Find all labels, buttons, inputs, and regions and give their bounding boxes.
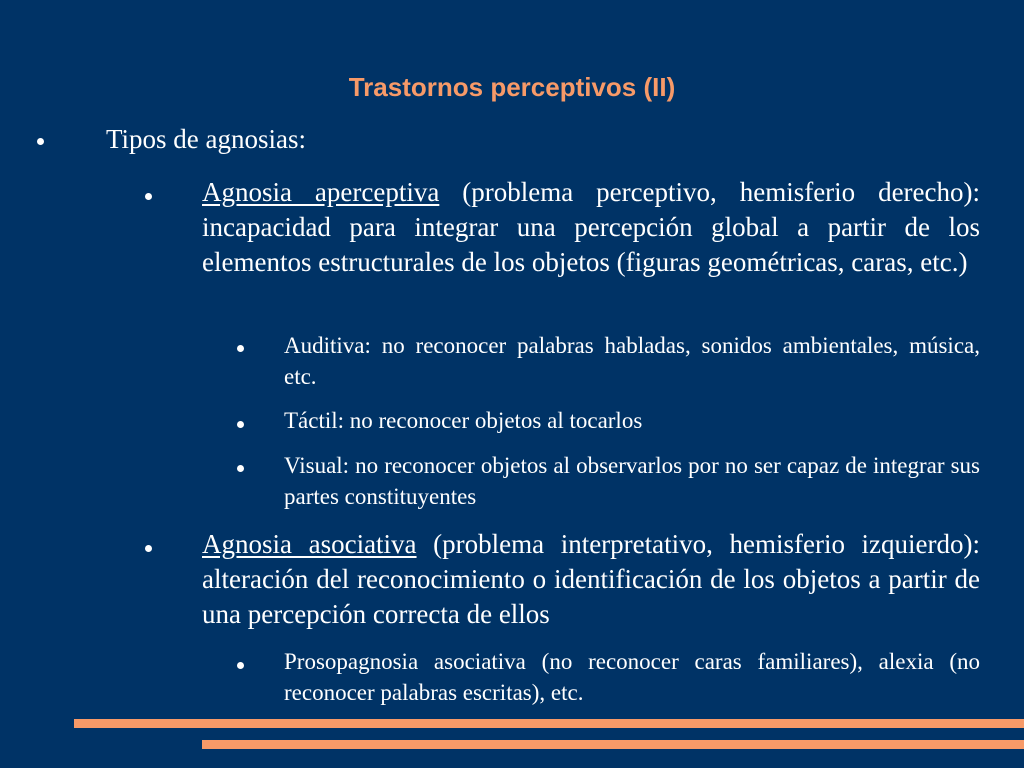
list-item-tipos: Tipos de agnosias: [106,124,307,154]
bullet-dot [37,138,44,145]
bullet-dot [145,193,152,200]
bullet-dot [237,345,244,352]
bullet-dot [145,545,152,552]
list-item-aperceptiva [202,175,980,280]
sub-item-visual: Visual: no reconocer objetos al observarlos por no ser capaz de integrar sus partes constituyentes [284,453,980,509]
sub-item-tactil: Táctil: no reconocer objetos al tocarlos [284,408,643,433]
desc-aperceptiva: (problema perceptivo, hemisferio derecho): incapacidad para integrar una percepción global a partir de los elementos estructurales de los objetos (figuras geométricas, caras, etc.) [202,177,981,277]
bullet-dot [237,421,244,428]
term-asociativa: Agnosia asociativa [202,529,417,559]
bullet-dot [237,465,244,472]
list-item-asociativa [202,527,980,632]
sub-item-prosopagnosia: Prosopagnosia asociativa (no reconocer caras familiares), alexia (no reconocer palabras escritas), etc. [284,649,980,705]
term-aperceptiva: Agnosia aperceptiva [202,177,440,207]
decorative-bar-bottom [202,740,1024,749]
sub-item-auditiva: Auditiva: no reconocer palabras habladas, sonidos ambientales, música, etc. [284,333,980,389]
bullet-dot [237,662,244,669]
desc-asociativa: (problema interpretativo, hemisferio izquierdo): alteración del reconocimiento o identificación de los objetos a partir de una percepción correcta de ellos [202,529,980,629]
slide-title: Trastornos perceptivos (II) [348,72,676,102]
decorative-bar-top [74,719,1024,728]
